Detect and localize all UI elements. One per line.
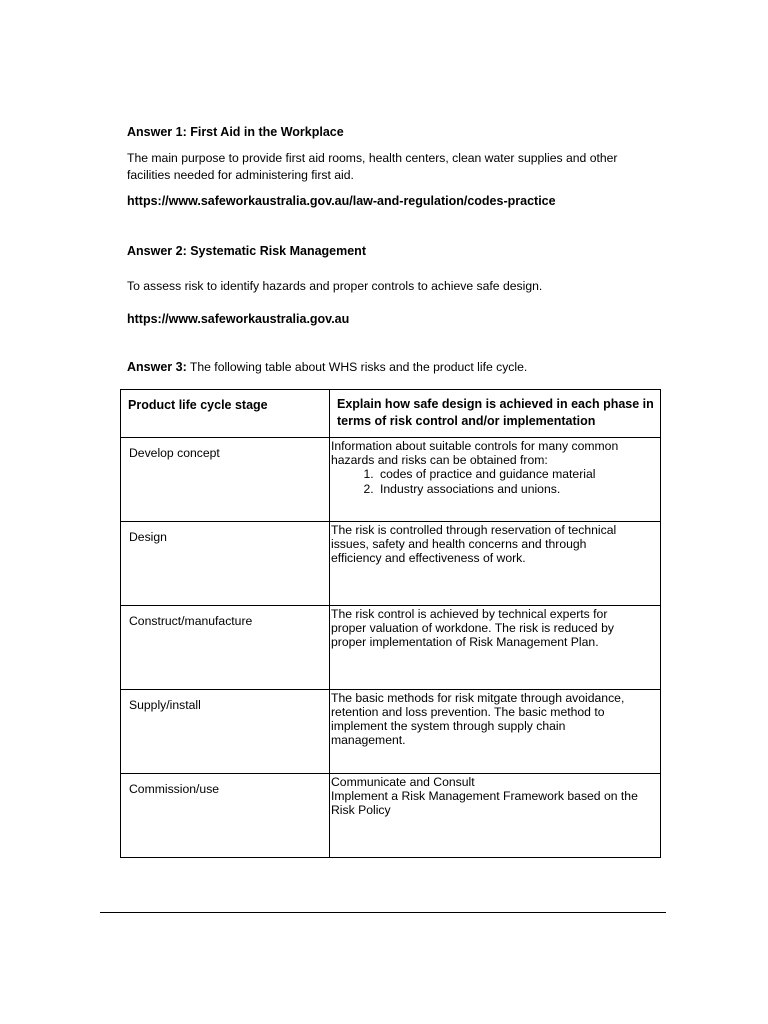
table-row bbox=[121, 690, 661, 774]
explanation-cell bbox=[330, 774, 661, 858]
explanation-line: The risk control is achieved by technical experts for bbox=[331, 607, 608, 621]
explanation-line: proper valuation of workdone. The risk is reduced by bbox=[331, 621, 614, 635]
stage-cell bbox=[121, 438, 330, 522]
stage-design: Design bbox=[129, 530, 167, 544]
explanation-text bbox=[330, 606, 660, 649]
explanation-text bbox=[330, 774, 660, 817]
explanation-line: proper implementation of Risk Management Plan. bbox=[331, 635, 599, 649]
explanation-line: hazards and risks can be obtained from: bbox=[331, 453, 548, 467]
explanation-cell bbox=[330, 522, 661, 606]
explanation-line: The risk is controlled through reservation of technical bbox=[331, 523, 617, 537]
answer-1-text: The main purpose to provide first aid rooms, health centers, clean water supplies and other facilities needed for administering first aid. bbox=[127, 151, 618, 182]
explanation-text bbox=[330, 438, 660, 496]
stage-supply-install: Supply/install bbox=[129, 698, 201, 712]
sources-list bbox=[331, 467, 658, 496]
table-header-cell bbox=[121, 390, 330, 438]
whs-lifecycle-table bbox=[120, 389, 661, 858]
list-item: 1. codes of practice and guidance material bbox=[377, 467, 658, 482]
stage-cell bbox=[121, 690, 330, 774]
explanation-line: implement the system through supply chain bbox=[331, 719, 566, 733]
explanation-line: Implement a Risk Management Framework based on the bbox=[331, 789, 638, 803]
explanation-text bbox=[330, 690, 660, 747]
explanation-line: efficiency and effectiveness of work. bbox=[331, 551, 526, 565]
answer-2-link[interactable]: https://www.safeworkaustralia.gov.au bbox=[127, 312, 350, 326]
explanation-line: Risk Policy bbox=[331, 803, 391, 817]
answer-1-link[interactable]: https://www.safeworkaustralia.gov.au/law-and-regulation/codes-practice bbox=[127, 194, 556, 208]
stage-cell bbox=[121, 522, 330, 606]
header-explanation: Explain how safe design is achieved in each phase in terms of risk control and/or implementation bbox=[337, 397, 654, 428]
answer-2-heading: Answer 2: Systematic Risk Management bbox=[127, 244, 366, 258]
explanation-cell bbox=[330, 438, 661, 522]
answer-3-text: The following table about WHS risks and the product life cycle. bbox=[186, 360, 528, 374]
footer-divider bbox=[100, 912, 666, 913]
stage-develop-concept: Develop concept bbox=[129, 446, 220, 460]
answer-1-heading: Answer 1: First Aid in the Workplace bbox=[127, 125, 344, 139]
explanation-line: Communicate and Consult bbox=[331, 775, 475, 789]
answer-3-label: Answer 3: bbox=[127, 360, 187, 374]
list-item: 2. Industry associations and unions. bbox=[377, 482, 658, 497]
table-row bbox=[121, 438, 661, 522]
table-row bbox=[121, 522, 661, 606]
answer-3-intro bbox=[127, 359, 667, 376]
explanation-cell bbox=[330, 690, 661, 774]
stage-commission-use: Commission/use bbox=[129, 782, 220, 796]
explanation-line: management. bbox=[331, 733, 406, 747]
answer-2-text: To assess risk to identify hazards and proper controls to achieve safe design. bbox=[127, 279, 543, 293]
stage-cell bbox=[121, 606, 330, 690]
explanation-line: retention and loss prevention. The basic method to bbox=[331, 705, 605, 719]
explanation-line: The basic methods for risk mitgate through avoidance, bbox=[331, 691, 625, 705]
explanation-cell bbox=[330, 606, 661, 690]
explanation-text bbox=[330, 522, 660, 565]
stage-construct-manufacture: Construct/manufacture bbox=[129, 614, 253, 628]
header-stage: Product life cycle stage bbox=[128, 398, 268, 412]
table-header-cell bbox=[330, 390, 661, 438]
explanation-line: issues, safety and health concerns and through bbox=[331, 537, 587, 551]
table-header-row bbox=[121, 390, 661, 438]
table-row bbox=[121, 606, 661, 690]
explanation-line: Information about suitable controls for many common bbox=[331, 439, 619, 453]
stage-cell bbox=[121, 774, 330, 858]
table-row bbox=[121, 774, 661, 858]
